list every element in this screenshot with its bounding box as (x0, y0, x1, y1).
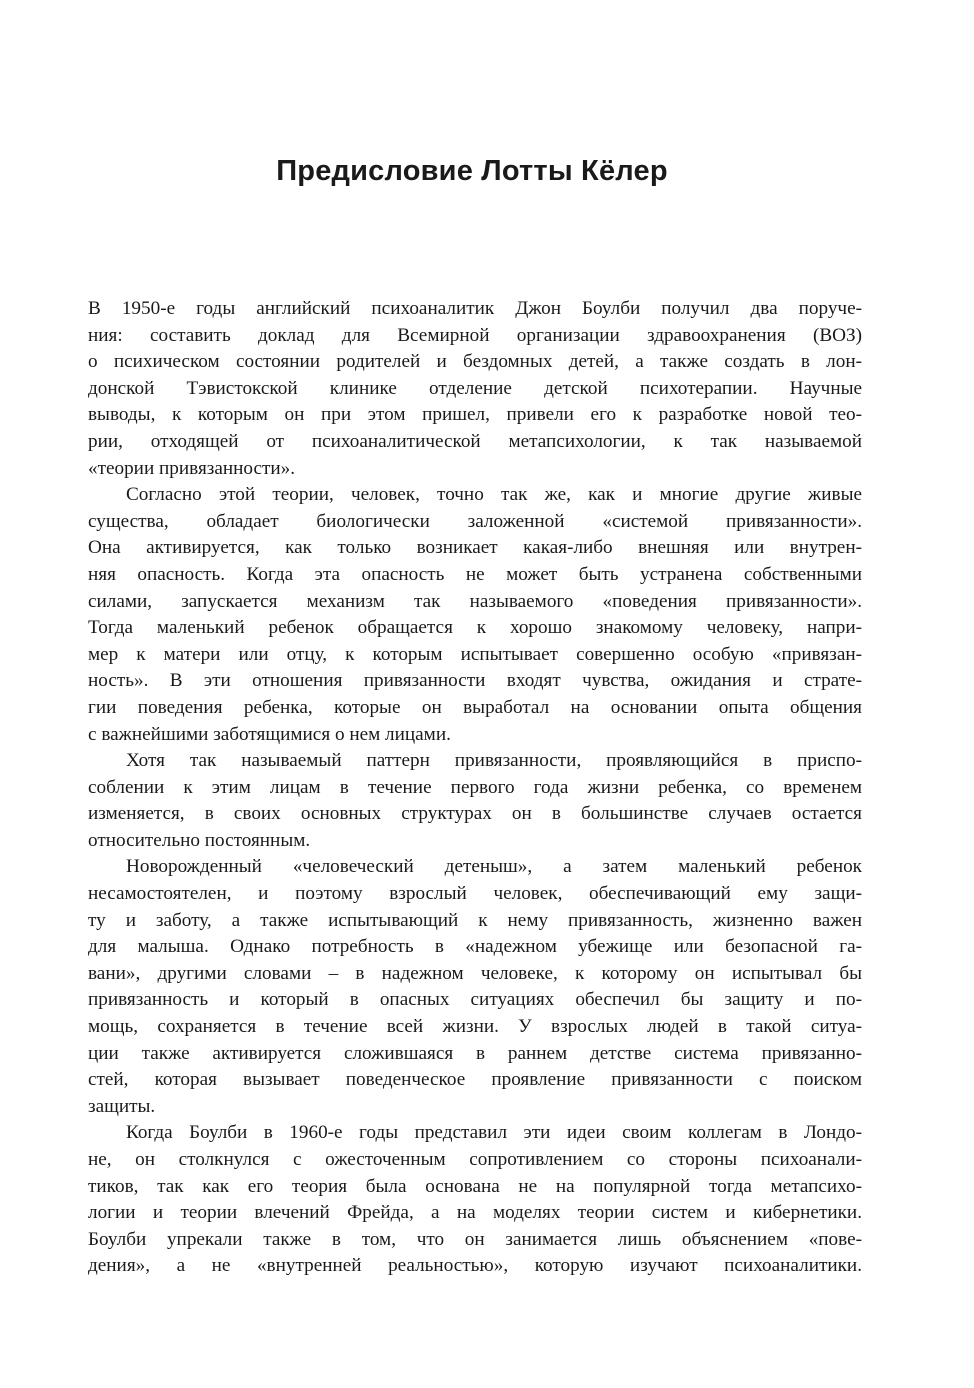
text-line: мер к матери или отцу, к которым испытывает совершенно особую «привязан- (88, 643, 862, 665)
paragraph (88, 482, 862, 748)
body-text (88, 296, 862, 1280)
text-line: Когда Боулби в 1960-е годы представил эти идеи своим коллегам в Лондо- (126, 1122, 862, 1144)
text-line: ность». В эти отношения привязанности входят чувства, ожидания и страте- (88, 670, 862, 692)
text-line: ния: составить доклад для Всемирной организации здравоохранения (ВОЗ) (88, 324, 862, 346)
paragraph (88, 296, 862, 482)
paragraph (88, 854, 862, 1120)
text-line: относительно постоянным. (88, 829, 311, 851)
text-line: силами, запускается механизм так называемого «поведения привязанности». (88, 590, 862, 612)
page-title: Предисловие Лотты Кёлер (276, 155, 668, 188)
text-line: существа, обладает биологически заложенной «системой привязанности». (88, 510, 862, 532)
paragraph (88, 748, 862, 854)
paragraph (88, 1120, 862, 1280)
text-line: рии, отходящей от психоаналитической метапсихологии, к так называемой (88, 430, 862, 452)
text-line: В 1950-е годы английский психоаналитик Джон Боулби получил два поруче- (88, 298, 862, 319)
text-line: ции также активируется сложившаяся в раннем детстве система привязанно- (88, 1042, 862, 1064)
text-line: несамостоятелен, и поэтому взрослый человек, обеспечивающий ему защи- (88, 883, 862, 905)
text-line: Тогда маленький ребенок обращается к хорошо знакомому человеку, напри- (88, 617, 862, 639)
text-line: гии поведения ребенка, которые он выработал на основании опыта общения (88, 696, 862, 718)
text-line: вани», другими словами – в надежном человеке, к которому он испытывал бы (88, 962, 862, 984)
text-line: защиты. (88, 1095, 156, 1117)
text-line: мощь, сохраняется в течение всей жизни. У взрослых людей в такой ситуа- (88, 1016, 862, 1038)
text-line: Хотя так называемый паттерн привязанности, проявляющийся в приспо- (126, 750, 862, 772)
text-line: для малыша. Однако потребность в «надежном убежище или безопасной га- (88, 936, 862, 958)
text-line: о психическом состоянии родителей и бездомных детей, а также создать в лон- (88, 351, 862, 373)
text-line: изменяется, в своих основных структурах он в большинстве случаев остается (88, 803, 862, 825)
text-line: Боулби упрекали также в том, что он занимается лишь объяснением «пове- (88, 1228, 862, 1250)
text-line: соблении к этим лицам в течение первого года жизни ребенка, со временем (88, 776, 862, 798)
text-line: няя опасность. Когда эта опасность не может быть устранена собственными (88, 563, 862, 585)
text-line: привязанность и который в опасных ситуациях обеспечил бы защиту и по- (88, 989, 862, 1011)
text-line: донской Тэвистокской клинике отделение детской психотерапии. Научные (88, 377, 862, 399)
text-line: не, он столкнулся с ожесточенным сопротивлением со стороны психоанали- (88, 1149, 862, 1170)
text-line: тиков, так как его теория была основана не на популярной тогда метапсихо- (88, 1175, 862, 1197)
text-line: выводы, к которым он при этом пришел, привели его к разработке новой тео- (88, 404, 862, 426)
text-line: «теории привязанности». (88, 457, 296, 479)
text-line: ту и заботу, а также испытывающий к нему привязанность, жизненно важен (88, 909, 862, 931)
text-line: с важнейшими заботящимися о нем лицами. (88, 723, 451, 745)
text-line: Согласно этой теории, человек, точно так же, как и многие другие живые (126, 484, 862, 506)
text-line: Она активируется, как только возникает какая-либо внешняя или внутрен- (88, 537, 862, 559)
text-line: Новорожденный «человеческий детеныш», а затем маленький ребенок (126, 856, 862, 878)
text-line: логии и теории влечений Фрейда, а на моделях теории систем и кибернетики. (88, 1202, 862, 1224)
text-line: стей, которая вызывает поведенческое проявление привязанности с поиском (88, 1069, 862, 1091)
text-line: дения», а не «внутренней реальностью», которую изучают психоаналитики. (88, 1255, 862, 1277)
